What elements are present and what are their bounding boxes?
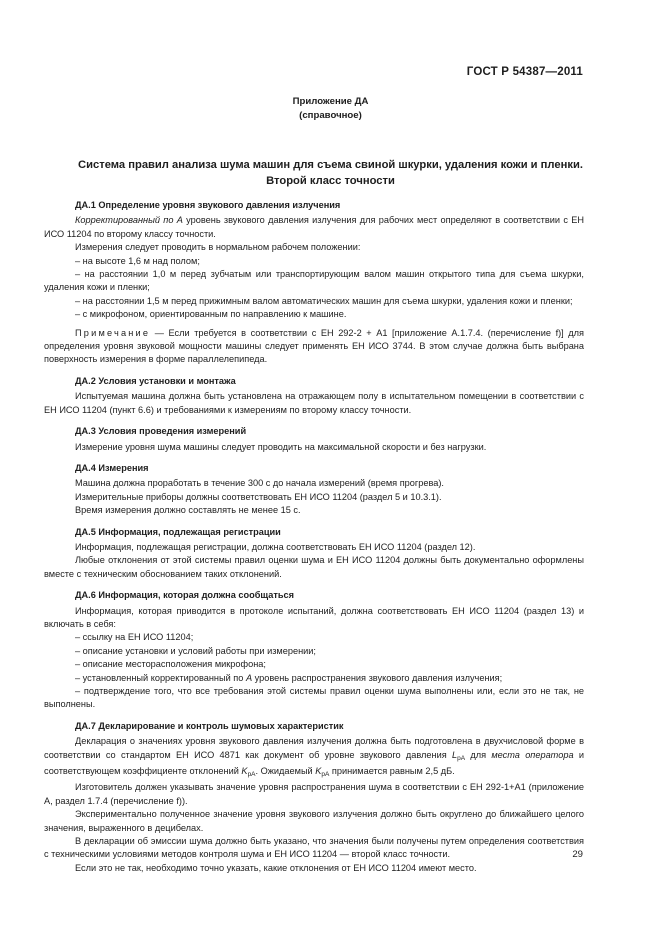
section-heading-da7: ДА.7 Декларирование и контроль шумовых характеристик [75, 720, 344, 731]
paragraph: Декларация о значениях уровня звукового давления излучения должна быть подготовлена в двухчисловой форме в соответствии со стандартом ЕН ИСО 4871 как документ об уровне звукового давления $L_{pA}$ для места оператора и соответствующем коэффициенте отклонений $K_{pA}$. Ожидаемый $K_{pA}$ принимается равным 2,5 дБ. [44, 736, 585, 779]
document-body [44, 196, 584, 875]
list-item: – с микрофоном, ориентированным по направлению к машине. [75, 309, 347, 320]
title-line-1: Система правил анализа шума машин для съема свиной шкурки, удаления кожи и пленки. [78, 159, 583, 171]
paragraph: Изготовитель должен указывать значение уровня распространения шума в соответствии с ЕН 292-1+А1 (приложение А, раздел 1.7.4 (перечисление f)). [44, 782, 584, 806]
list-item: – подтверждение того, что все требования этой системы правил оценки шума выполнены или, если это не так, не выполнены. [44, 686, 584, 710]
section-heading-da5: ДА.5 Информация, подлежащая регистрации [75, 526, 281, 537]
paragraph: В декларации об эмиссии шума должно быть указано, что значения были получены путем определения соответствия с техническими условиями методов контроля шума и ЕН ИСО 11204 — второй класс точности. [44, 836, 584, 860]
list-item: – ссылку на ЕН ИСО 11204; [75, 632, 194, 643]
title-line-2: Второй класс точности [266, 175, 395, 187]
section-heading-da2: ДА.2 Условия установки и монтажа [75, 375, 236, 386]
paragraph: Любые отклонения от этой системы правил оценки шума и ЕН ИСО 11204 должны быть документально оформлены вместе с техническим обоснованием таких отклонений. [44, 555, 584, 579]
list-item: – на расстоянии 1,5 м перед прижимным валом автоматических машин для съема шкурки, удаления кожи и пленки; [75, 295, 573, 306]
paragraph: Измерения следует проводить в нормальном рабочем положении: [75, 242, 361, 253]
section-heading-da6: ДА.6 Информация, которая должна сообщаться [75, 590, 294, 601]
note-paragraph: Примечание — Если требуется в соответствии с ЕН 292-2 + А1 [приложение А.1.7.4. (перечисление f)] для определения уровня звуковой мощности машины следует применять ЕН ИСО 3744. В этом случае должна быть выбрана поверхность измерения в форме параллелепипеда. [44, 327, 584, 365]
list-item: – описание месторасположения микрофона; [75, 659, 266, 670]
standard-code: ГОСТ Р 54387—2011 [466, 66, 583, 78]
paragraph: Корректированный по А уровень звукового давления излучения для рабочих мест определяют в соответствии с ЕН ИСО 11204 по второму классу точности. [44, 215, 584, 239]
paragraph: Машина должна проработать в течение 300 с до начала измерений (время прогрева). [75, 478, 444, 489]
paragraph: Информация, которая приводится в протоколе испытаний, должна соответствовать ЕН ИСО 11204 (раздел 13) и включать в себя: [44, 605, 584, 629]
paragraph: Если это не так, необходимо точно указать, какие отклонения от ЕН ИСО 11204 имеют место. [75, 862, 477, 873]
list-item: – на высоте 1,6 м над полом; [75, 255, 200, 266]
section-heading-da4: ДА.4 Измерения [75, 462, 149, 473]
annex-note: (справочное) [299, 110, 362, 121]
section-heading-da3: ДА.3 Условия проведения измерений [75, 426, 247, 437]
paragraph: Информация, подлежащая регистрации, должна соответствовать ЕН ИСО 11204 (раздел 12). [75, 541, 476, 552]
note-label: Примечание [75, 327, 151, 338]
paragraph: Измерительные приборы должны соответствовать ЕН ИСО 11204 (раздел 5 и 10.3.1). [75, 491, 442, 502]
page-number: 29 [572, 849, 583, 860]
italic-term: Корректированный по А [75, 215, 183, 226]
paragraph: Измерение уровня шума машины следует проводить на максимальной скорости и без нагрузки. [75, 441, 487, 452]
paragraph: Испытуемая машина должна быть установлена на отражающем полу в испытательном помещении в соответствии с ЕН ИСО 11204 (пункт 6.6) и требованиями к измерениям по второму классу точности. [44, 391, 584, 415]
list-item: – установленный корректированный по А уровень распространения звукового давления излучения; [75, 672, 503, 683]
section-heading-da1: ДА.1 Определение уровня звукового давления излучения [75, 200, 341, 210]
document-title [40, 157, 621, 189]
paragraph: Экспериментально полученное значение уровня звукового излучения должно быть округлено до ближайшего целого значения, выраженного в децибелах. [44, 809, 584, 833]
list-item: – описание установки и условий работы при измерении; [75, 645, 316, 656]
annex-title: Приложение ДА [292, 96, 369, 107]
paragraph: Время измерения должно составлять не менее 15 с. [75, 505, 301, 516]
list-item: – на расстоянии 1,0 м перед зубчатым или транспортирующим валом машин открытого типа для съема шкурки, удаления кожи и пленки; [44, 269, 584, 293]
